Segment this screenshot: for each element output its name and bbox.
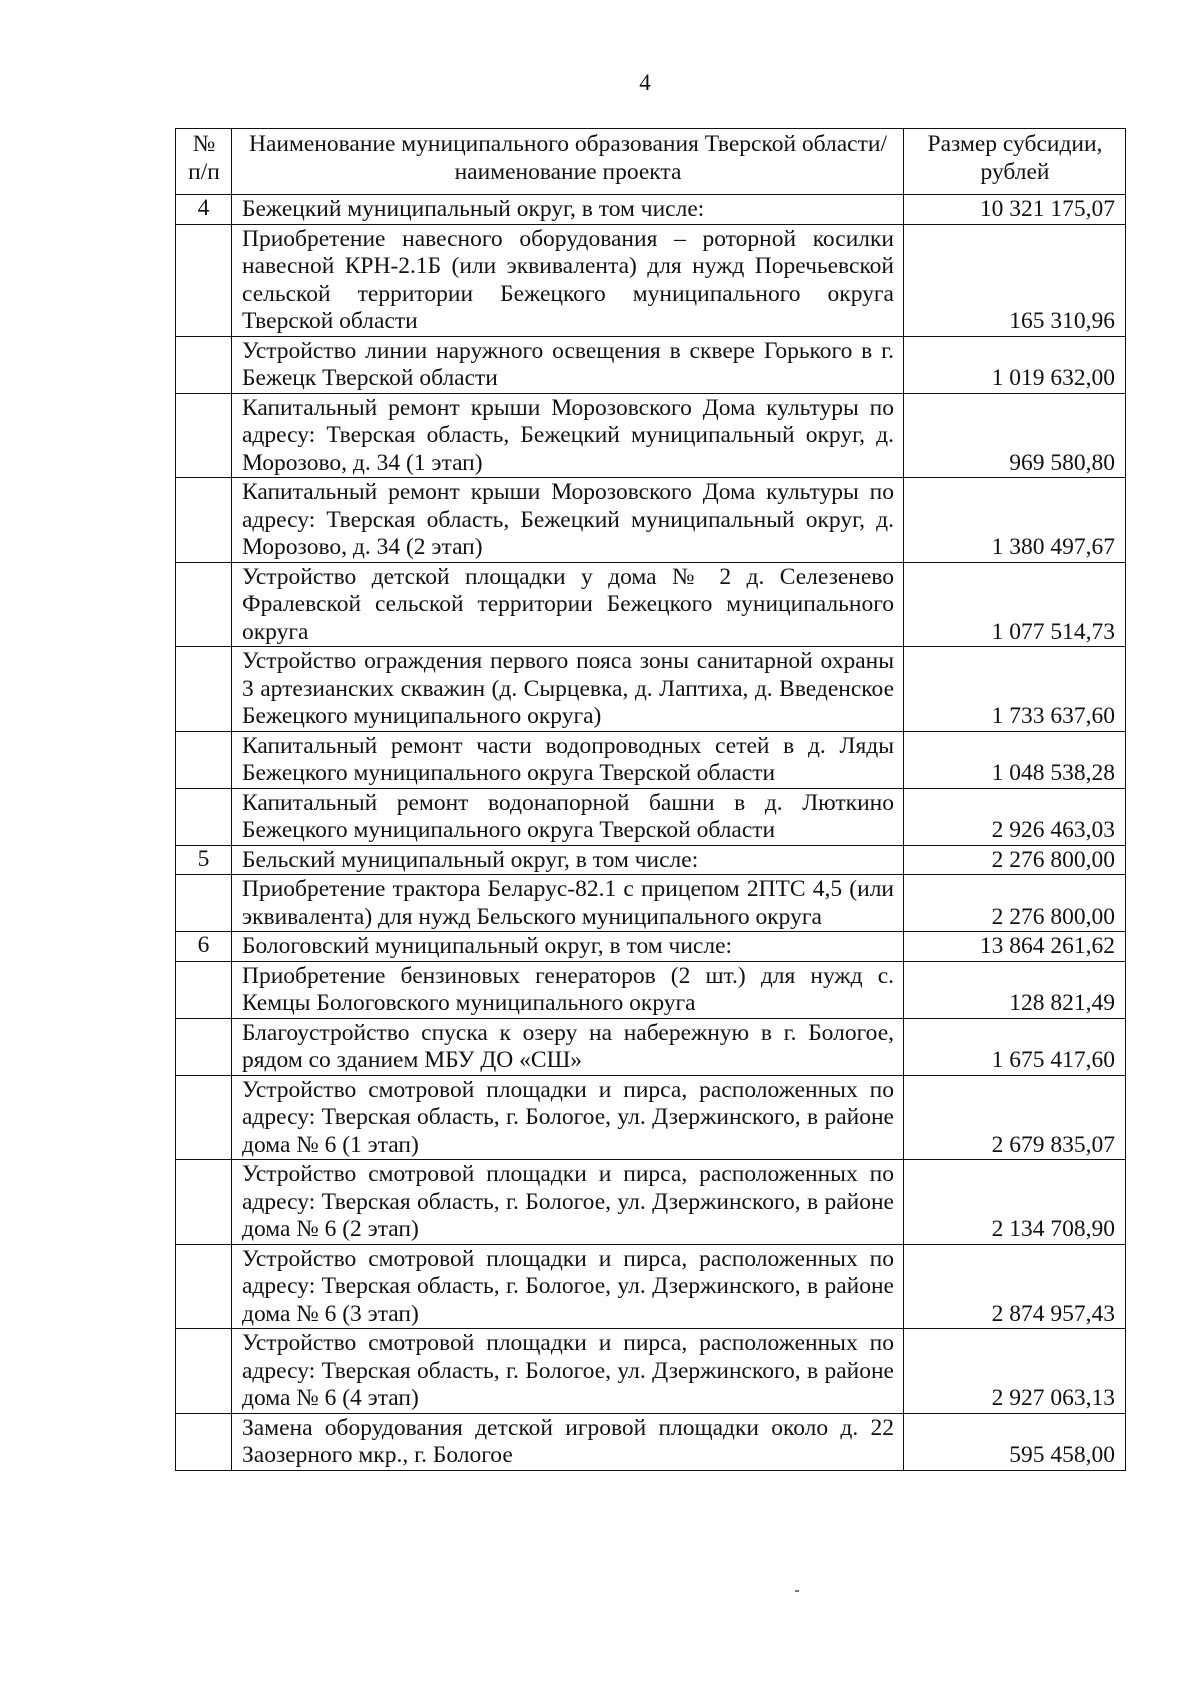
row-number (176, 788, 232, 845)
row-amount: 969 580,80 (904, 393, 1126, 478)
row-number (176, 562, 232, 647)
row-amount: 1 048 538,28 (904, 731, 1126, 788)
row-number (176, 1018, 232, 1075)
row-number (176, 1244, 232, 1329)
table-row (176, 1018, 1126, 1075)
row-amount: 2 926 463,03 (904, 788, 1126, 845)
row-amount: 2 874 957,43 (904, 1244, 1126, 1329)
row-name: Устройство линии наружного освещения в сквере Горького в г. Бежецк Тверской области (232, 336, 904, 393)
row-amount: 2 276 800,00 (904, 875, 1126, 932)
table-group-row (176, 845, 1126, 875)
table-row (176, 224, 1126, 336)
table-row (176, 647, 1126, 732)
table-row (176, 788, 1126, 845)
table-group-row (176, 932, 1126, 962)
row-amount: 165 310,96 (904, 224, 1126, 336)
row-amount: 10 321 175,07 (904, 195, 1126, 225)
row-number: 4 (176, 195, 232, 225)
row-amount: 128 821,49 (904, 961, 1126, 1018)
row-name: Приобретение трактора Беларус-82.1 с прицепом 2ПТС 4,5 (или эквивалента) для нужд Бельского муниципального округа (232, 875, 904, 932)
table-row (176, 562, 1126, 647)
row-number (176, 731, 232, 788)
row-name: Устройство смотровой площадки и пирса, расположенных по адресу: Тверская область, г. Бологое, ул. Дзержинского, в районе дома № 6 (3 этап) (232, 1244, 904, 1329)
row-name: Устройство смотровой площадки и пирса, расположенных по адресу: Тверская область, г. Бологое, ул. Дзержинского, в районе дома № 6 (2 этап) (232, 1160, 904, 1245)
table-row (176, 478, 1126, 563)
scan-mark (795, 1590, 799, 1592)
row-number (176, 393, 232, 478)
row-amount: 1 077 514,73 (904, 562, 1126, 647)
table-row (176, 393, 1126, 478)
row-number (176, 875, 232, 932)
row-name: Бологовский муниципальный округ, в том числе: (232, 932, 904, 962)
table-row (176, 731, 1126, 788)
row-number (176, 1075, 232, 1160)
row-amount: 1 675 417,60 (904, 1018, 1126, 1075)
row-name: Устройство ограждения первого пояса зоны санитарной охраны 3 артезианских скважин (д. Сырцевка, д. Лаптиха, д. Введенское Бежецкого муниципального округа) (232, 647, 904, 732)
row-number (176, 224, 232, 336)
row-name: Капитальный ремонт водонапорной башни в д. Люткино Бежецкого муниципального округа Тверской области (232, 788, 904, 845)
row-number (176, 1413, 232, 1470)
row-amount: 1 733 637,60 (904, 647, 1126, 732)
table-header-row (176, 129, 1126, 195)
row-name: Приобретение бензиновых генераторов (2 шт.) для нужд с. Кемцы Бологовского муниципального округа (232, 961, 904, 1018)
row-name: Капитальный ремонт части водопроводных сетей в д. Ляды Бежецкого муниципального округа Тверской области (232, 731, 904, 788)
row-name: Замена оборудования детской игровой площадки около д. 22 Заозерного мкр., г. Бологое (232, 1413, 904, 1470)
row-number (176, 647, 232, 732)
row-name: Устройство детской площадки у дома № 2 д. Селезенево Фралевской сельской территории Бежецкого муниципального округа (232, 562, 904, 647)
row-amount: 595 458,00 (904, 1413, 1126, 1470)
table-row (176, 1329, 1126, 1414)
table-row (176, 1160, 1126, 1245)
row-name: Бельский муниципальный округ, в том числе: (232, 845, 904, 875)
table-row (176, 1244, 1126, 1329)
table-row (176, 875, 1126, 932)
row-name: Благоустройство спуска к озеру на набережную в г. Бологое, рядом со зданием МБУ ДО «СШ» (232, 1018, 904, 1075)
subsidy-table (175, 128, 1126, 1471)
table-row (176, 336, 1126, 393)
page-number: 4 (639, 70, 651, 95)
row-number (176, 1329, 232, 1414)
header-name: Наименование муниципального образования Тверской области/наименование проекта (232, 129, 904, 195)
row-amount: 2 276 800,00 (904, 845, 1126, 875)
row-name: Капитальный ремонт крыши Морозовского Дома культуры по адресу: Тверская область, Бежецкий муниципальный округ, д. Морозово, д. 34 (1 этап) (232, 393, 904, 478)
table-row (176, 961, 1126, 1018)
row-amount: 2 927 063,13 (904, 1329, 1126, 1414)
row-amount: 13 864 261,62 (904, 932, 1126, 962)
row-amount: 1 019 632,00 (904, 336, 1126, 393)
table-group-row (176, 195, 1126, 225)
header-amount: Размер субсидии, рублей (904, 129, 1126, 195)
row-number (176, 961, 232, 1018)
row-name: Устройство смотровой площадки и пирса, расположенных по адресу: Тверская область, г. Бологое, ул. Дзержинского, в районе дома № 6 (1 этап) (232, 1075, 904, 1160)
table-row (176, 1075, 1126, 1160)
row-amount: 1 380 497,67 (904, 478, 1126, 563)
row-number (176, 336, 232, 393)
table-row (176, 1413, 1126, 1470)
row-amount: 2 134 708,90 (904, 1160, 1126, 1245)
row-number: 6 (176, 932, 232, 962)
row-amount: 2 679 835,07 (904, 1075, 1126, 1160)
row-number (176, 478, 232, 563)
header-number: № п/п (176, 129, 232, 195)
row-name: Устройство смотровой площадки и пирса, расположенных по адресу: Тверская область, г. Бологое, ул. Дзержинского, в районе дома № 6 (4 этап) (232, 1329, 904, 1414)
row-name: Бежецкий муниципальный округ, в том числе: (232, 195, 904, 225)
row-name: Приобретение навесного оборудования – роторной косилки навесной КРН-2.1Б (или эквивалента) для нужд Поречьевской сельской территории Бежецкого муниципального округа Тверской области (232, 224, 904, 336)
row-number: 5 (176, 845, 232, 875)
row-name: Капитальный ремонт крыши Морозовского Дома культуры по адресу: Тверская область, Бежецкий муниципальный округ, д. Морозово, д. 34 (2 этап) (232, 478, 904, 563)
row-number (176, 1160, 232, 1245)
